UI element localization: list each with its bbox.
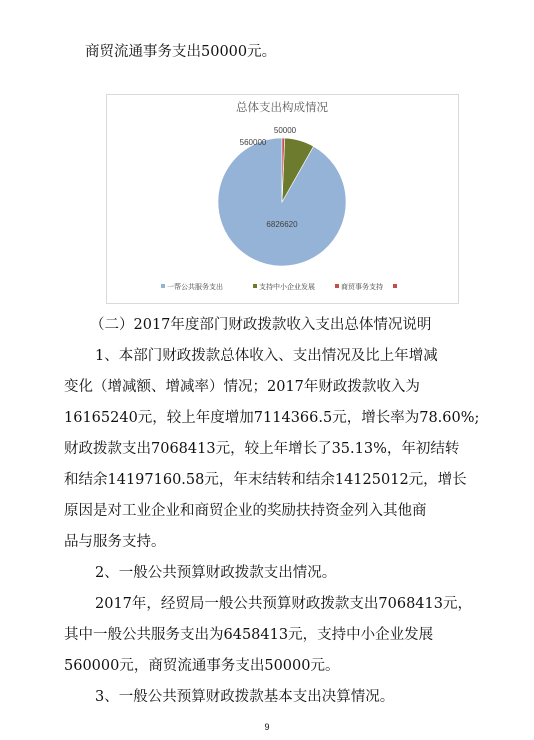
chart-title: 总体支出构成情况 [236,102,328,114]
p1-line-6: 原因是对工业企业和商贸企业的奖励扶持资金列入其他商 [64,503,427,519]
page-number: 9 [264,722,270,732]
legend-label-3: 商贸事务支持 [341,284,383,291]
p3-heading: 3、一般公共预算财政拨款基本支出决算情况。 [95,689,395,705]
p1-line-2: 变化（增减额、增减率）情况；2017年财政拨款收入为 [64,379,420,395]
p1-line-3: 16165240元，较上年度增加7114366.5元，增长率为78.60%; [64,410,480,426]
pie-chart-box [106,94,459,304]
p1-line-7: 品与服务支持。 [64,534,166,550]
p1-line-1: 1、本部门财政拨款总体收入、支出情况及比上年增减 [95,348,438,364]
legend-swatch-3 [335,284,339,288]
p2-heading: 2、一般公共预算财政拨款支出情况。 [95,565,337,581]
p2-line-3: 560000元，商贸流通事务支出50000元。 [64,658,340,674]
top-line: 商贸流通事务支出50000元。 [85,44,277,60]
p2-line-1: 2017年，经贸局一般公共预算财政拨款支出7068413元， [95,596,472,612]
p2-line-2: 其中一般公共服务支出为6458413元，支持中小企业发展 [64,627,434,643]
data-label-1: 6826620 [266,220,298,229]
data-label-3: 50000 [273,126,297,135]
pie-chart [107,95,458,303]
p1-line-4: 财政拨款支出7068413元，较上年增长了35.13%，年初结转 [64,441,460,457]
section-heading: （二）2017年度部门财政拨款收入支出总体情况说明 [90,317,432,333]
legend-swatch-2 [253,284,257,288]
data-label-2: 560000 [239,138,267,147]
p1-line-5: 和结余14197160.58元，年末结转和结余14125012元，增长 [64,472,467,488]
legend-label-1: 一帮公共服务支出 [167,284,223,291]
legend-marker [393,284,397,288]
legend-label-2: 支持中小企业发展 [259,284,315,291]
legend-swatch-1 [161,284,165,288]
